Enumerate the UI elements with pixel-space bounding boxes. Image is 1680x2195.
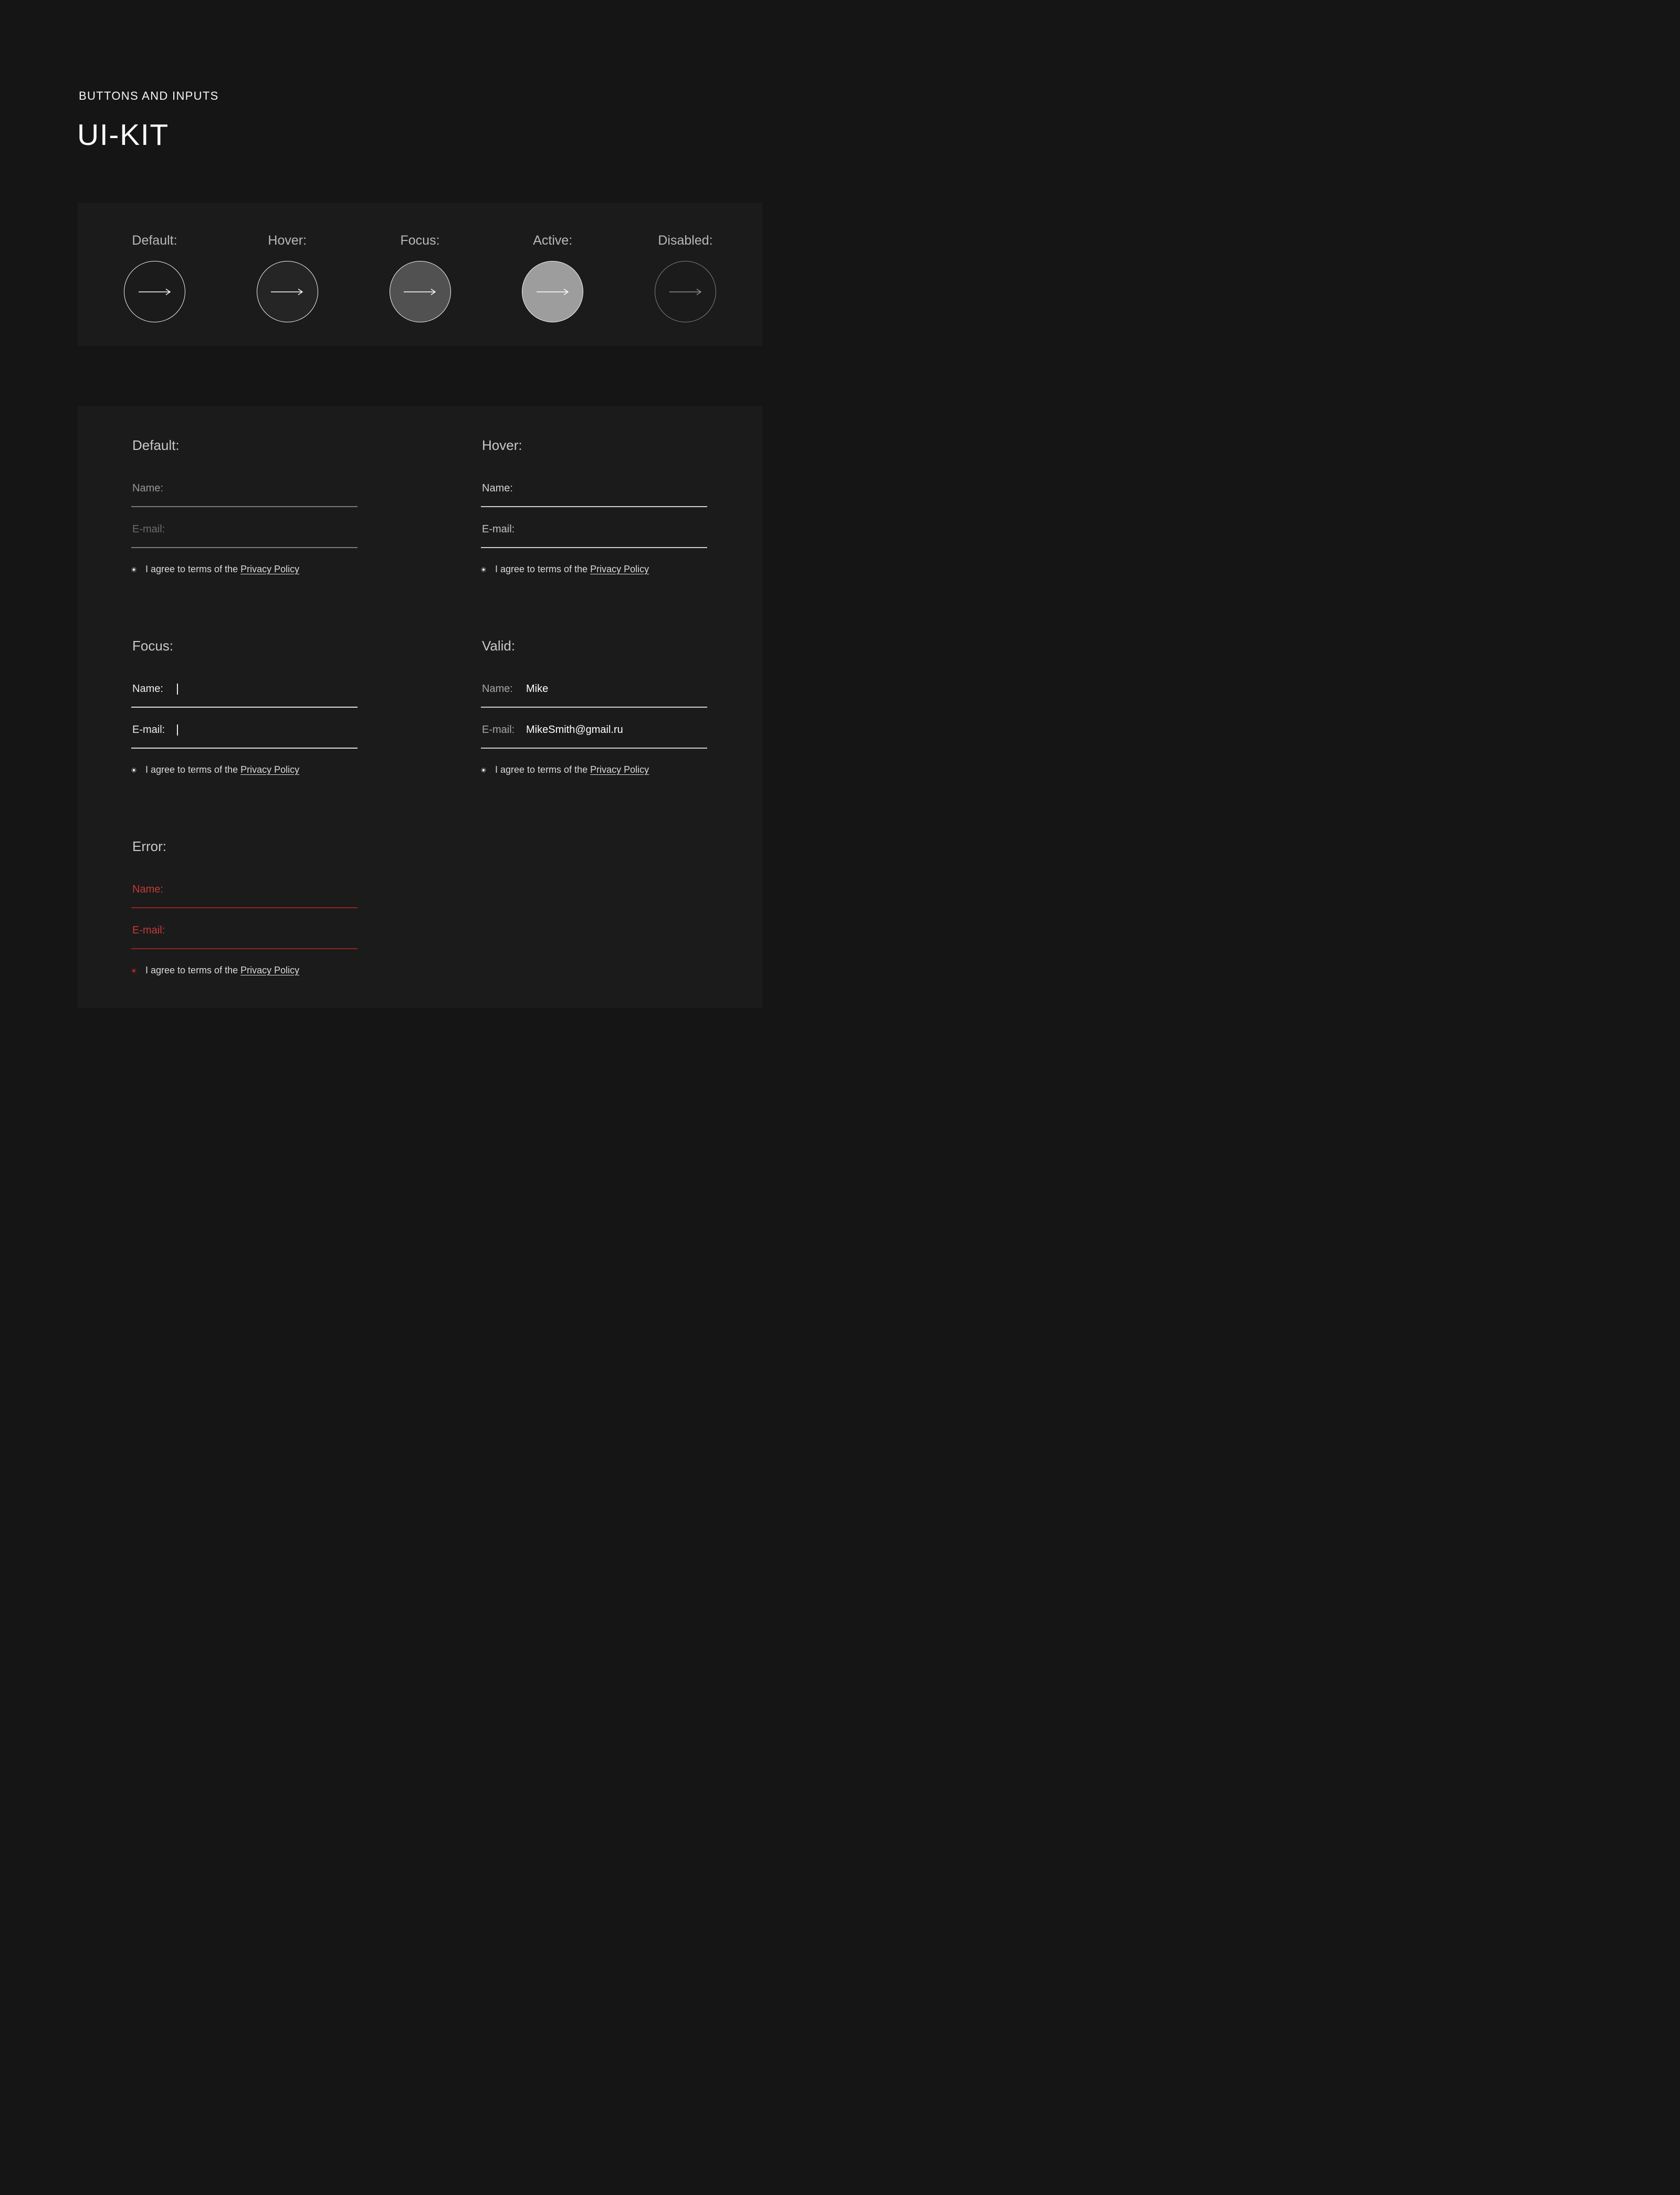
radio-dot-icon[interactable] — [131, 768, 136, 773]
hover-email-field[interactable] — [481, 523, 707, 541]
email-label: E-mail: — [132, 925, 165, 936]
focus-name-field[interactable] — [131, 683, 358, 701]
name-underline — [481, 506, 707, 507]
focus-email-field[interactable] — [131, 724, 358, 742]
text-cursor — [177, 724, 178, 736]
button-state-label: Disabled: — [658, 233, 713, 248]
button-state-label: Focus: — [400, 233, 440, 248]
email-label: E-mail: — [482, 724, 515, 736]
default-name-field[interactable] — [131, 482, 358, 500]
arrow-button-focus[interactable] — [390, 261, 451, 322]
form-heading: Default: — [132, 437, 180, 453]
form-heading: Error: — [132, 838, 166, 854]
arrow-button-disabled[interactable] — [655, 261, 716, 322]
error-email-field[interactable] — [131, 925, 358, 942]
agree-row — [131, 564, 299, 575]
agree-row — [481, 764, 649, 775]
arrow-right-icon — [138, 287, 172, 297]
button-state-disabled — [655, 233, 716, 346]
page-title: UI-KIT — [77, 118, 169, 152]
agree-text: I agree to terms of the Privacy Policy — [145, 965, 300, 975]
agree-text: I agree to terms of the Privacy Policy — [145, 564, 300, 574]
button-state-hover — [257, 233, 318, 346]
form-default — [131, 437, 358, 590]
arrow-right-icon — [270, 287, 304, 297]
email-underline — [481, 547, 707, 548]
name-value: Mike — [526, 683, 549, 695]
ui-kit-page — [0, 0, 840, 1098]
forms-panel — [78, 406, 762, 1008]
name-underline — [131, 707, 358, 708]
error-name-field[interactable] — [131, 884, 358, 901]
email-underline — [131, 748, 358, 749]
hover-name-field[interactable] — [481, 482, 707, 500]
name-label: Name: — [132, 884, 163, 895]
privacy-policy-link[interactable]: Privacy Policy — [240, 564, 300, 574]
radio-dot-icon[interactable] — [481, 768, 486, 773]
email-underline — [481, 748, 707, 749]
name-underline — [131, 506, 358, 507]
name-label: Name: — [132, 683, 163, 695]
page-eyebrow: BUTTONS AND INPUTS — [79, 89, 219, 102]
radio-dot-icon[interactable] — [131, 968, 136, 973]
privacy-policy-link[interactable]: Privacy Policy — [240, 764, 300, 775]
button-state-focus — [390, 233, 451, 346]
arrow-right-icon — [669, 287, 702, 297]
email-underline — [131, 547, 358, 548]
name-label: Name: — [132, 482, 163, 494]
name-label: Name: — [482, 482, 513, 494]
form-valid — [481, 638, 707, 790]
button-state-active — [522, 233, 583, 346]
button-state-label: Active: — [533, 233, 573, 248]
agree-text: I agree to terms of the Privacy Policy — [495, 764, 649, 775]
agree-row — [131, 764, 299, 775]
button-state-default — [124, 233, 185, 346]
valid-email-field[interactable] — [481, 724, 707, 742]
agree-row — [481, 564, 649, 575]
radio-dot-icon[interactable] — [481, 567, 486, 572]
email-label: E-mail: — [482, 523, 515, 535]
form-hover — [481, 437, 707, 590]
form-heading: Focus: — [132, 638, 174, 654]
privacy-policy-link[interactable]: Privacy Policy — [590, 564, 649, 574]
arrow-button-active[interactable] — [522, 261, 583, 322]
email-label: E-mail: — [132, 523, 165, 535]
agree-text: I agree to terms of the Privacy Policy — [495, 564, 649, 574]
button-state-label: Default: — [132, 233, 177, 248]
email-underline — [131, 948, 358, 949]
form-focus — [131, 638, 358, 790]
privacy-policy-link[interactable]: Privacy Policy — [240, 965, 300, 975]
privacy-policy-link[interactable]: Privacy Policy — [590, 764, 649, 775]
arrow-right-icon — [403, 287, 437, 297]
name-underline — [131, 907, 358, 908]
arrow-button-default[interactable] — [124, 261, 185, 322]
email-label: E-mail: — [132, 724, 165, 736]
arrow-button-hover[interactable] — [257, 261, 318, 322]
arrow-right-icon — [536, 287, 570, 297]
button-state-label: Hover: — [268, 233, 307, 248]
name-underline — [481, 707, 707, 708]
form-heading: Valid: — [482, 638, 516, 654]
name-label: Name: — [482, 683, 513, 695]
form-error — [131, 838, 358, 991]
radio-dot-icon[interactable] — [131, 567, 136, 572]
valid-name-field[interactable] — [481, 683, 707, 701]
text-cursor — [177, 684, 178, 695]
agree-text: I agree to terms of the Privacy Policy — [145, 764, 300, 775]
email-value: MikeSmith@gmail.ru — [526, 724, 623, 736]
form-heading: Hover: — [482, 437, 522, 453]
default-email-field[interactable] — [131, 523, 358, 541]
agree-row — [131, 965, 299, 976]
buttons-panel — [78, 203, 762, 346]
